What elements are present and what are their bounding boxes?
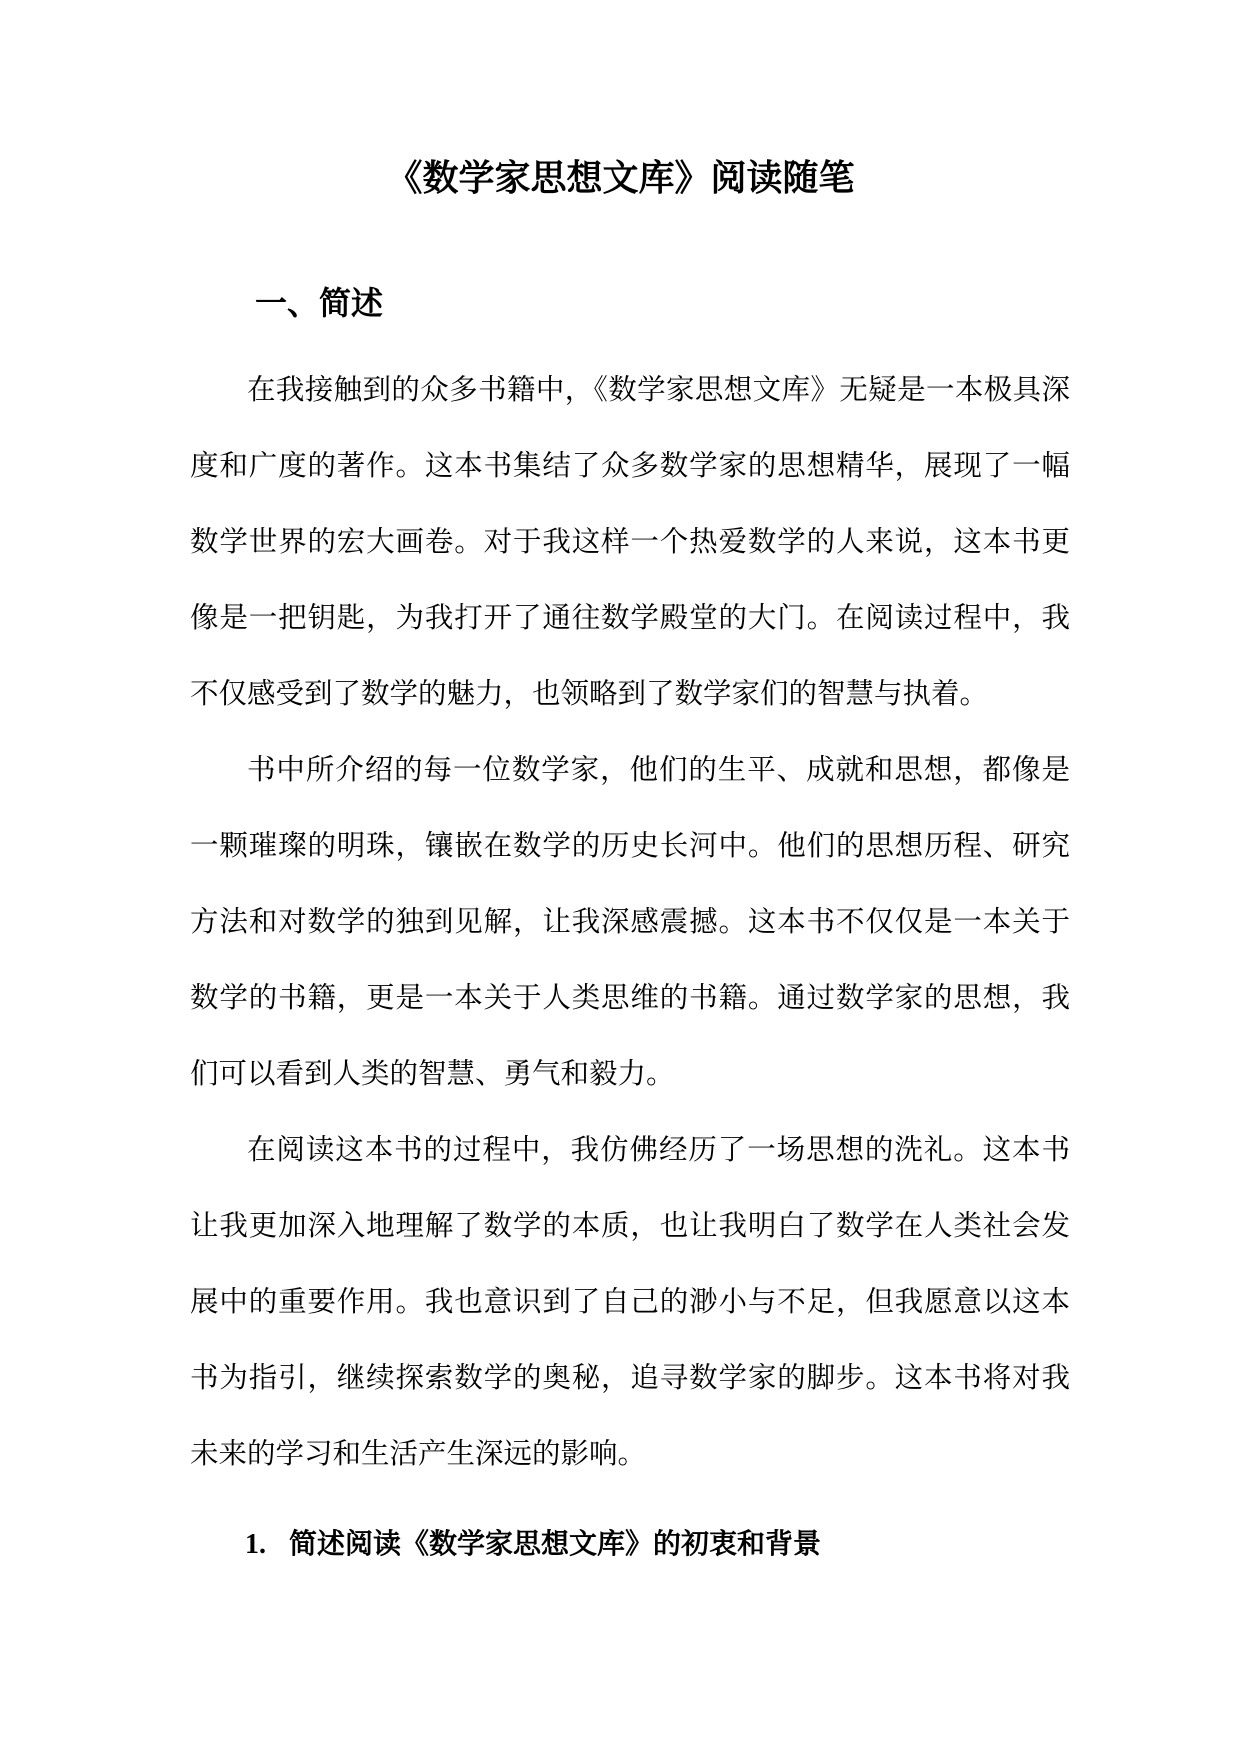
paragraph-2: 书中所介绍的每一位数学家，他们的生平、成就和思想，都像是一颗璀璨的明珠，镶嵌在数学的历史长河中。他们的思想历程、研究方法和对数学的独到见解，让我深感震撼。这本书不仅仅是一本关于数学的书籍，更是一本关于人类思维的书籍。通过数学家的思想，我们可以看到人类的智慧、勇气和毅力。	[190, 753, 1070, 1090]
section-heading: 一、简述	[255, 284, 384, 322]
document-title: 《数学家思想文库》阅读随笔	[386, 157, 855, 199]
paragraph-3: 在阅读这本书的过程中，我仿佛经历了一场思想的洗礼。这本书让我更加深入地理解了数学的本质，也让我明白了数学在人类社会发展中的重要作用。我也意识到了自己的渺小与不足，但我愿意以这本书为指引，继续探索数学的奥秘，追寻数学家的脚步。这本书将对我未来的学习和生活产生深远的影响。	[190, 1133, 1070, 1470]
subsection-number: 1.	[245, 1529, 266, 1560]
subsection-text: 简述阅读《数学家思想文库》的初衷和背景	[289, 1527, 822, 1560]
subsection-heading	[245, 1519, 821, 1570]
paragraph-1: 在我接触到的众多书籍中，《数学家思想文库》无疑是一本极具深度和广度的著作。这本书集结了众多数学家的思想精华，展现了一幅数学世界的宏大画卷。对于我这样一个热爱数学的人来说，这本书更像是一把钥匙，为我打开了通往数学殿堂的大门。在阅读过程中，我不仅感受到了数学的魅力，也领略到了数学家们的智慧与执着。	[190, 373, 1070, 710]
